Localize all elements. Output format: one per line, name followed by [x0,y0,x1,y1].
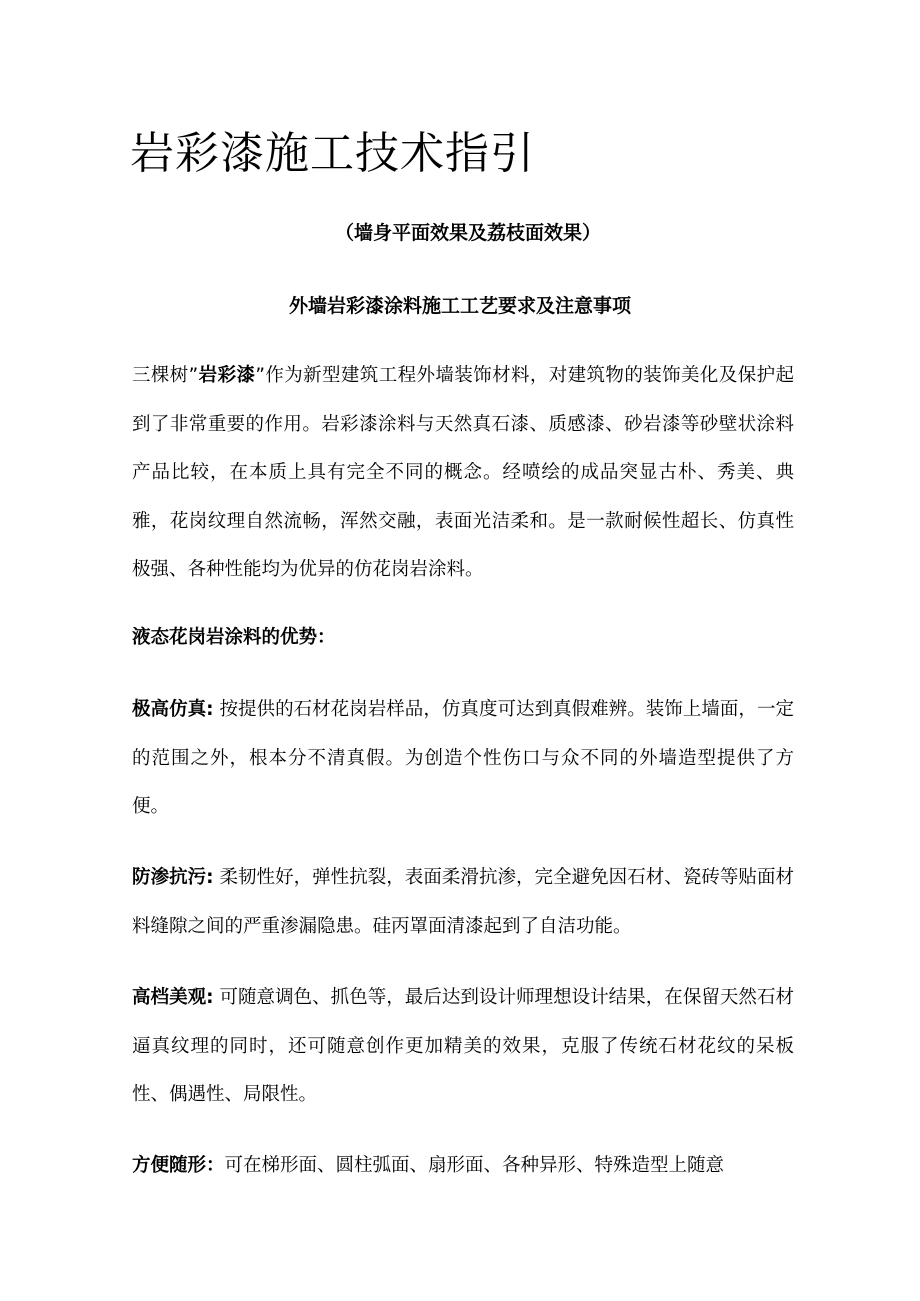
feature-label: 方便随形： [132,1155,225,1176]
feature-paragraph [132,854,794,951]
intro-prefix: 三棵树” [132,365,199,386]
feature-text: 按提供的石材花岗岩样品，仿真度可达到真假难辨。装饰上墙面，一定的范围之外，根本分不清真假。为创造个性伤口与众不同的外墙造型提供了方便。 [132,699,794,817]
feature-text: 可在梯形面、圆柱弧面、扇形面、各种异形、特殊造型上随意 [224,1155,725,1176]
feature-label: 高档美观: [132,987,214,1008]
feature-paragraph [132,686,794,832]
intro-brand-name: 岩彩漆 [198,365,256,386]
section-heading: 外墙岩彩漆涂料施工工艺要求及注意事项 [288,295,631,317]
document-title: 岩彩漆施工技术指引 [130,128,535,179]
intro-text: ”作为新型建筑工程外墙装饰材料，对建筑物的装饰美化及保护起到了非常重要的作用。岩彩漆涂料与天然真石漆、质感漆、砂岩漆等砂壁状涂料产品比较，在本质上具有完全不同的概念。经喷绘的成品突显古朴、秀美、典雅，花岗纹理自然流畅，浑然交融，表面光洁柔和。是一款耐候性超长、仿真性极强、各种性能均为优异的仿花岗岩涂料。 [132,365,794,580]
advantages-heading: 液态花岗岩涂料的优势： [132,627,336,648]
feature-paragraph [132,974,794,1120]
feature-label: 极高仿真: [132,699,214,720]
feature-label: 防渗抗污: [132,867,214,888]
feature-paragraph [132,1142,794,1191]
document-subtitle: （墙身平面效果及荔枝面效果） [334,222,601,244]
feature-text: 柔韧性好，弹性抗裂，表面柔滑抗渗，完全避免因石材、瓷砖等贴面材料缝隙之间的严重渗漏隐患。硅丙罩面清漆起到了自洁功能。 [132,867,794,937]
intro-paragraph [132,352,794,595]
feature-text: 可随意调色、抓色等，最后达到设计师理想设计结果，在保留天然石材逼真纹理的同时，还可随意创作更加精美的效果，克服了传统石材花纹的呆板性、偶遇性、局限性。 [132,987,794,1105]
